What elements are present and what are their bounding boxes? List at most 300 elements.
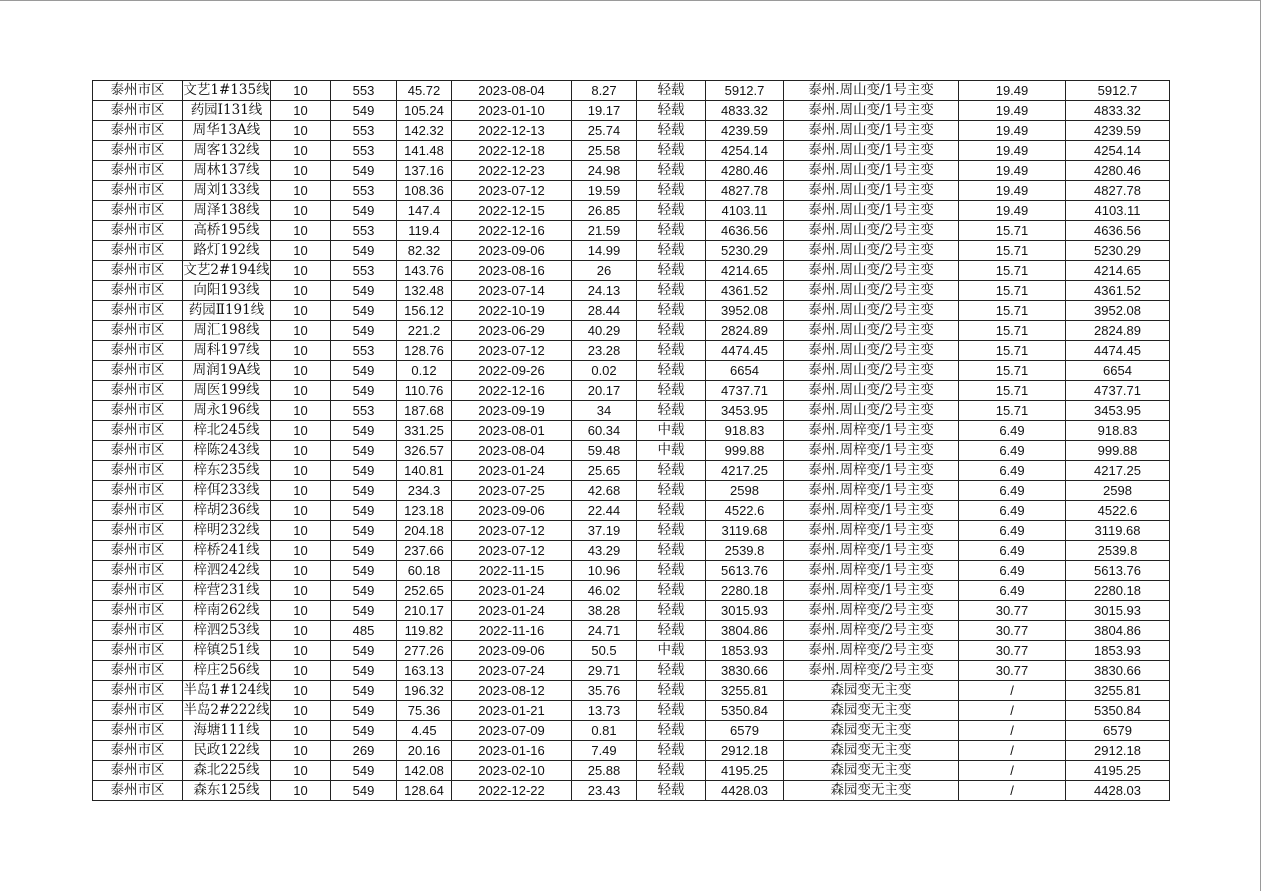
load-cell: 20.16: [397, 741, 452, 761]
line-name-cell: 梓胡236线: [183, 501, 271, 521]
load-cell: 331.25: [397, 421, 452, 441]
capacity-cell: 549: [331, 541, 397, 561]
capacity-cell: 549: [331, 441, 397, 461]
date-cell: 2023-07-25: [452, 481, 572, 501]
table-row: [93, 401, 1170, 421]
margin-cell: 3453.95: [706, 401, 784, 421]
margin-cell: 2280.18: [706, 581, 784, 601]
line-name-cell: 梓庄256线: [183, 661, 271, 681]
load-cell: 156.12: [397, 301, 452, 321]
transformer-cell: 泰州.周梓变/2号主变: [784, 661, 959, 681]
available-capacity-cell: 3119.68: [1066, 521, 1170, 541]
capacity-cell: 553: [331, 141, 397, 161]
load-cell: 237.66: [397, 541, 452, 561]
table-row: [93, 381, 1170, 401]
capacity-cell: 549: [331, 481, 397, 501]
margin-cell: 4239.59: [706, 121, 784, 141]
transformer-rate-cell: /: [959, 761, 1066, 781]
transformer-rate-cell: 15.71: [959, 241, 1066, 261]
rate-cell: 24.71: [572, 621, 637, 641]
line-name-cell: 海塘111线: [183, 721, 271, 741]
voltage-cell: 10: [271, 621, 331, 641]
date-cell: 2022-12-16: [452, 381, 572, 401]
capacity-cell: 549: [331, 581, 397, 601]
capacity-cell: 549: [331, 361, 397, 381]
available-capacity-cell: 5912.7: [1066, 81, 1170, 101]
region-cell: 泰州市区: [93, 541, 183, 561]
date-cell: 2023-07-12: [452, 181, 572, 201]
voltage-cell: 10: [271, 401, 331, 421]
load-status-cell: 轻载: [637, 741, 706, 761]
capacity-cell: 549: [331, 521, 397, 541]
voltage-cell: 10: [271, 261, 331, 281]
margin-cell: 4103.11: [706, 201, 784, 221]
date-cell: 2022-11-16: [452, 621, 572, 641]
line-name-cell: 半岛2#222线: [183, 701, 271, 721]
load-status-cell: 轻载: [637, 541, 706, 561]
load-status-cell: 轻载: [637, 321, 706, 341]
line-name-cell: 梓北245线: [183, 421, 271, 441]
table-body: [93, 81, 1170, 801]
rate-cell: 43.29: [572, 541, 637, 561]
transformer-rate-cell: 6.49: [959, 541, 1066, 561]
load-cell: 141.48: [397, 141, 452, 161]
load-status-cell: 中载: [637, 421, 706, 441]
transformer-rate-cell: 6.49: [959, 521, 1066, 541]
available-capacity-cell: 4214.65: [1066, 261, 1170, 281]
transformer-rate-cell: 19.49: [959, 121, 1066, 141]
voltage-cell: 10: [271, 181, 331, 201]
line-name-cell: 梓桥241线: [183, 541, 271, 561]
rate-cell: 20.17: [572, 381, 637, 401]
rate-cell: 8.27: [572, 81, 637, 101]
available-capacity-cell: 4217.25: [1066, 461, 1170, 481]
margin-cell: 4217.25: [706, 461, 784, 481]
margin-cell: 5912.7: [706, 81, 784, 101]
line-name-cell: 周科197线: [183, 341, 271, 361]
transformer-rate-cell: 15.71: [959, 261, 1066, 281]
capacity-cell: 553: [331, 401, 397, 421]
transformer-cell: 泰州.周山变/2号主变: [784, 401, 959, 421]
voltage-cell: 10: [271, 541, 331, 561]
load-cell: 234.3: [397, 481, 452, 501]
capacity-cell: 549: [331, 721, 397, 741]
table-row: [93, 601, 1170, 621]
load-status-cell: 轻载: [637, 781, 706, 801]
region-cell: 泰州市区: [93, 741, 183, 761]
line-name-cell: 梓镇251线: [183, 641, 271, 661]
voltage-cell: 10: [271, 221, 331, 241]
capacity-cell: 549: [331, 421, 397, 441]
date-cell: 2023-07-12: [452, 541, 572, 561]
capacity-cell: 549: [331, 501, 397, 521]
margin-cell: 4361.52: [706, 281, 784, 301]
transformer-cell: 森园变无主变: [784, 781, 959, 801]
table-row: [93, 261, 1170, 281]
date-cell: 2023-08-04: [452, 81, 572, 101]
line-name-cell: 周润19A线: [183, 361, 271, 381]
date-cell: 2023-08-04: [452, 441, 572, 461]
load-status-cell: 轻载: [637, 81, 706, 101]
margin-cell: 4522.6: [706, 501, 784, 521]
capacity-cell: 549: [331, 661, 397, 681]
rate-cell: 60.34: [572, 421, 637, 441]
load-cell: 110.76: [397, 381, 452, 401]
load-cell: 45.72: [397, 81, 452, 101]
capacity-cell: 553: [331, 81, 397, 101]
table-row: [93, 201, 1170, 221]
available-capacity-cell: 5350.84: [1066, 701, 1170, 721]
transformer-cell: 泰州.周山变/2号主变: [784, 321, 959, 341]
table-row: [93, 101, 1170, 121]
table-row: [93, 141, 1170, 161]
transformer-rate-cell: 19.49: [959, 161, 1066, 181]
margin-cell: 3952.08: [706, 301, 784, 321]
table-row: [93, 341, 1170, 361]
voltage-cell: 10: [271, 781, 331, 801]
line-name-cell: 周刘133线: [183, 181, 271, 201]
margin-cell: 2912.18: [706, 741, 784, 761]
transformer-cell: 泰州.周山变/2号主变: [784, 301, 959, 321]
transformer-cell: 泰州.周山变/2号主变: [784, 221, 959, 241]
load-status-cell: 轻载: [637, 401, 706, 421]
table-row: [93, 361, 1170, 381]
transformer-cell: 泰州.周山变/1号主变: [784, 181, 959, 201]
table-row: [93, 701, 1170, 721]
load-cell: 82.32: [397, 241, 452, 261]
table-row: [93, 581, 1170, 601]
voltage-cell: 10: [271, 381, 331, 401]
line-name-cell: 周汇198线: [183, 321, 271, 341]
load-cell: 277.26: [397, 641, 452, 661]
transformer-rate-cell: /: [959, 741, 1066, 761]
line-name-cell: 梓营231线: [183, 581, 271, 601]
available-capacity-cell: 2539.8: [1066, 541, 1170, 561]
region-cell: 泰州市区: [93, 161, 183, 181]
available-capacity-cell: 4474.45: [1066, 341, 1170, 361]
load-cell: 140.81: [397, 461, 452, 481]
margin-cell: 4636.56: [706, 221, 784, 241]
rate-cell: 42.68: [572, 481, 637, 501]
transformer-rate-cell: 15.71: [959, 401, 1066, 421]
date-cell: 2023-01-24: [452, 601, 572, 621]
transformer-rate-cell: 15.71: [959, 281, 1066, 301]
region-cell: 泰州市区: [93, 361, 183, 381]
line-name-cell: 梓南262线: [183, 601, 271, 621]
voltage-cell: 10: [271, 461, 331, 481]
line-name-cell: 梓明232线: [183, 521, 271, 541]
rate-cell: 21.59: [572, 221, 637, 241]
region-cell: 泰州市区: [93, 621, 183, 641]
transformer-rate-cell: 6.49: [959, 581, 1066, 601]
rate-cell: 14.99: [572, 241, 637, 261]
load-status-cell: 轻载: [637, 561, 706, 581]
margin-cell: 6579: [706, 721, 784, 741]
region-cell: 泰州市区: [93, 201, 183, 221]
voltage-cell: 10: [271, 561, 331, 581]
load-status-cell: 轻载: [637, 681, 706, 701]
region-cell: 泰州市区: [93, 241, 183, 261]
table-row: [93, 281, 1170, 301]
transformer-rate-cell: 19.49: [959, 81, 1066, 101]
capacity-cell: 549: [331, 681, 397, 701]
line-name-cell: 药园Ⅱ191线: [183, 301, 271, 321]
capacity-cell: 549: [331, 241, 397, 261]
voltage-cell: 10: [271, 301, 331, 321]
date-cell: 2022-12-15: [452, 201, 572, 221]
line-name-cell: 文艺2#194线: [183, 261, 271, 281]
region-cell: 泰州市区: [93, 641, 183, 661]
transformer-cell: 泰州.周梓变/1号主变: [784, 421, 959, 441]
date-cell: 2023-08-01: [452, 421, 572, 441]
available-capacity-cell: 3830.66: [1066, 661, 1170, 681]
line-name-cell: 周华13A线: [183, 121, 271, 141]
date-cell: 2023-07-14: [452, 281, 572, 301]
available-capacity-cell: 4195.25: [1066, 761, 1170, 781]
transformer-rate-cell: 19.49: [959, 201, 1066, 221]
voltage-cell: 10: [271, 421, 331, 441]
line-name-cell: 文艺1#135线: [183, 81, 271, 101]
load-status-cell: 轻载: [637, 181, 706, 201]
capacity-cell: 553: [331, 341, 397, 361]
available-capacity-cell: 4239.59: [1066, 121, 1170, 141]
margin-cell: 1853.93: [706, 641, 784, 661]
table-row: [93, 721, 1170, 741]
transformer-rate-cell: 6.49: [959, 441, 1066, 461]
date-cell: 2022-12-22: [452, 781, 572, 801]
date-cell: 2023-09-06: [452, 241, 572, 261]
date-cell: 2022-12-16: [452, 221, 572, 241]
date-cell: 2023-09-19: [452, 401, 572, 421]
voltage-cell: 10: [271, 201, 331, 221]
margin-cell: 4254.14: [706, 141, 784, 161]
available-capacity-cell: 999.88: [1066, 441, 1170, 461]
voltage-cell: 10: [271, 721, 331, 741]
date-cell: 2022-10-19: [452, 301, 572, 321]
region-cell: 泰州市区: [93, 101, 183, 121]
voltage-cell: 10: [271, 81, 331, 101]
load-cell: 75.36: [397, 701, 452, 721]
capacity-cell: 549: [331, 561, 397, 581]
rate-cell: 0.02: [572, 361, 637, 381]
transformer-cell: 泰州.周山变/1号主变: [784, 201, 959, 221]
transformer-rate-cell: 15.71: [959, 321, 1066, 341]
table-row: [93, 441, 1170, 461]
transformer-cell: 泰州.周山变/2号主变: [784, 281, 959, 301]
line-name-cell: 森东125线: [183, 781, 271, 801]
date-cell: 2022-09-26: [452, 361, 572, 381]
margin-cell: 5230.29: [706, 241, 784, 261]
transformer-rate-cell: 6.49: [959, 481, 1066, 501]
load-cell: 204.18: [397, 521, 452, 541]
load-status-cell: 轻载: [637, 161, 706, 181]
region-cell: 泰州市区: [93, 601, 183, 621]
capacity-cell: 549: [331, 301, 397, 321]
available-capacity-cell: 3255.81: [1066, 681, 1170, 701]
transformer-cell: 泰州.周山变/1号主变: [784, 161, 959, 181]
date-cell: 2023-08-16: [452, 261, 572, 281]
transformer-cell: 泰州.周山变/1号主变: [784, 121, 959, 141]
table-row: [93, 321, 1170, 341]
table-row: [93, 481, 1170, 501]
rate-cell: 25.58: [572, 141, 637, 161]
line-name-cell: 森北225线: [183, 761, 271, 781]
table-row: [93, 501, 1170, 521]
available-capacity-cell: 6579: [1066, 721, 1170, 741]
region-cell: 泰州市区: [93, 141, 183, 161]
load-status-cell: 轻载: [637, 661, 706, 681]
table-row: [93, 241, 1170, 261]
transformer-cell: 泰州.周山变/1号主变: [784, 81, 959, 101]
voltage-cell: 10: [271, 161, 331, 181]
rate-cell: 25.88: [572, 761, 637, 781]
capacity-cell: 553: [331, 221, 397, 241]
transformer-cell: 泰州.周山变/2号主变: [784, 361, 959, 381]
transformer-cell: 森园变无主变: [784, 741, 959, 761]
margin-cell: 2539.8: [706, 541, 784, 561]
voltage-cell: 10: [271, 481, 331, 501]
table-row: [93, 641, 1170, 661]
region-cell: 泰州市区: [93, 301, 183, 321]
capacity-cell: 549: [331, 781, 397, 801]
voltage-cell: 10: [271, 341, 331, 361]
region-cell: 泰州市区: [93, 481, 183, 501]
rate-cell: 34: [572, 401, 637, 421]
load-cell: 326.57: [397, 441, 452, 461]
capacity-cell: 549: [331, 101, 397, 121]
transformer-rate-cell: 30.77: [959, 641, 1066, 661]
available-capacity-cell: 4522.6: [1066, 501, 1170, 521]
load-status-cell: 中载: [637, 441, 706, 461]
capacity-cell: 553: [331, 181, 397, 201]
date-cell: 2023-01-24: [452, 461, 572, 481]
region-cell: 泰州市区: [93, 581, 183, 601]
table-row: [93, 621, 1170, 641]
capacity-cell: 549: [331, 381, 397, 401]
load-cell: 119.4: [397, 221, 452, 241]
margin-cell: 4827.78: [706, 181, 784, 201]
transformer-rate-cell: 15.71: [959, 361, 1066, 381]
margin-cell: 4214.65: [706, 261, 784, 281]
margin-cell: 4474.45: [706, 341, 784, 361]
load-status-cell: 轻载: [637, 101, 706, 121]
line-name-cell: 药园I131线: [183, 101, 271, 121]
table-row: [93, 741, 1170, 761]
rate-cell: 7.49: [572, 741, 637, 761]
margin-cell: 4428.03: [706, 781, 784, 801]
region-cell: 泰州市区: [93, 441, 183, 461]
transformer-rate-cell: /: [959, 721, 1066, 741]
available-capacity-cell: 4280.46: [1066, 161, 1170, 181]
load-status-cell: 轻载: [637, 481, 706, 501]
line-name-cell: 梓泗253线: [183, 621, 271, 641]
load-status-cell: 轻载: [637, 721, 706, 741]
date-cell: 2023-01-16: [452, 741, 572, 761]
date-cell: 2023-01-24: [452, 581, 572, 601]
transformer-rate-cell: /: [959, 681, 1066, 701]
date-cell: 2023-09-06: [452, 501, 572, 521]
capacity-cell: 553: [331, 261, 397, 281]
voltage-cell: 10: [271, 141, 331, 161]
transformer-rate-cell: 15.71: [959, 341, 1066, 361]
available-capacity-cell: 4833.32: [1066, 101, 1170, 121]
margin-cell: 6654: [706, 361, 784, 381]
transformer-rate-cell: 15.71: [959, 301, 1066, 321]
transformer-cell: 泰州.周山变/1号主变: [784, 141, 959, 161]
table-row: [93, 81, 1170, 101]
load-cell: 128.64: [397, 781, 452, 801]
margin-cell: 3119.68: [706, 521, 784, 541]
voltage-cell: 10: [271, 581, 331, 601]
transformer-cell: 泰州.周梓变/2号主变: [784, 601, 959, 621]
load-status-cell: 轻载: [637, 601, 706, 621]
region-cell: 泰州市区: [93, 221, 183, 241]
date-cell: 2022-12-13: [452, 121, 572, 141]
date-cell: 2022-11-15: [452, 561, 572, 581]
region-cell: 泰州市区: [93, 401, 183, 421]
line-name-cell: 梓泗242线: [183, 561, 271, 581]
load-cell: 132.48: [397, 281, 452, 301]
transformer-rate-cell: 30.77: [959, 621, 1066, 641]
rate-cell: 24.13: [572, 281, 637, 301]
table-row: [93, 661, 1170, 681]
load-status-cell: 轻载: [637, 761, 706, 781]
load-cell: 128.76: [397, 341, 452, 361]
capacity-cell: 549: [331, 701, 397, 721]
load-cell: 123.18: [397, 501, 452, 521]
rate-cell: 37.19: [572, 521, 637, 541]
available-capacity-cell: 2824.89: [1066, 321, 1170, 341]
region-cell: 泰州市区: [93, 701, 183, 721]
available-capacity-cell: 2598: [1066, 481, 1170, 501]
region-cell: 泰州市区: [93, 321, 183, 341]
margin-cell: 999.88: [706, 441, 784, 461]
available-capacity-cell: 4103.11: [1066, 201, 1170, 221]
capacity-cell: 549: [331, 201, 397, 221]
load-cell: 221.2: [397, 321, 452, 341]
load-status-cell: 轻载: [637, 261, 706, 281]
table-row: [93, 181, 1170, 201]
margin-cell: 4280.46: [706, 161, 784, 181]
table-row: [93, 301, 1170, 321]
load-status-cell: 轻载: [637, 701, 706, 721]
capacity-cell: 549: [331, 281, 397, 301]
table-row: [93, 161, 1170, 181]
load-status-cell: 轻载: [637, 281, 706, 301]
margin-cell: 3830.66: [706, 661, 784, 681]
load-cell: 4.45: [397, 721, 452, 741]
transformer-rate-cell: 15.71: [959, 381, 1066, 401]
region-cell: 泰州市区: [93, 281, 183, 301]
voltage-cell: 10: [271, 641, 331, 661]
capacity-cell: 549: [331, 601, 397, 621]
transformer-rate-cell: 19.49: [959, 101, 1066, 121]
available-capacity-cell: 4737.71: [1066, 381, 1170, 401]
transformer-cell: 泰州.周梓变/1号主变: [784, 561, 959, 581]
table-row: [93, 541, 1170, 561]
rate-cell: 0.81: [572, 721, 637, 741]
margin-cell: 4737.71: [706, 381, 784, 401]
load-cell: 252.65: [397, 581, 452, 601]
rate-cell: 23.28: [572, 341, 637, 361]
margin-cell: 2824.89: [706, 321, 784, 341]
region-cell: 泰州市区: [93, 561, 183, 581]
date-cell: 2023-01-10: [452, 101, 572, 121]
rate-cell: 59.48: [572, 441, 637, 461]
transformer-cell: 泰州.周梓变/2号主变: [784, 641, 959, 661]
line-name-cell: 周永196线: [183, 401, 271, 421]
transformer-cell: 泰州.周梓变/1号主变: [784, 541, 959, 561]
